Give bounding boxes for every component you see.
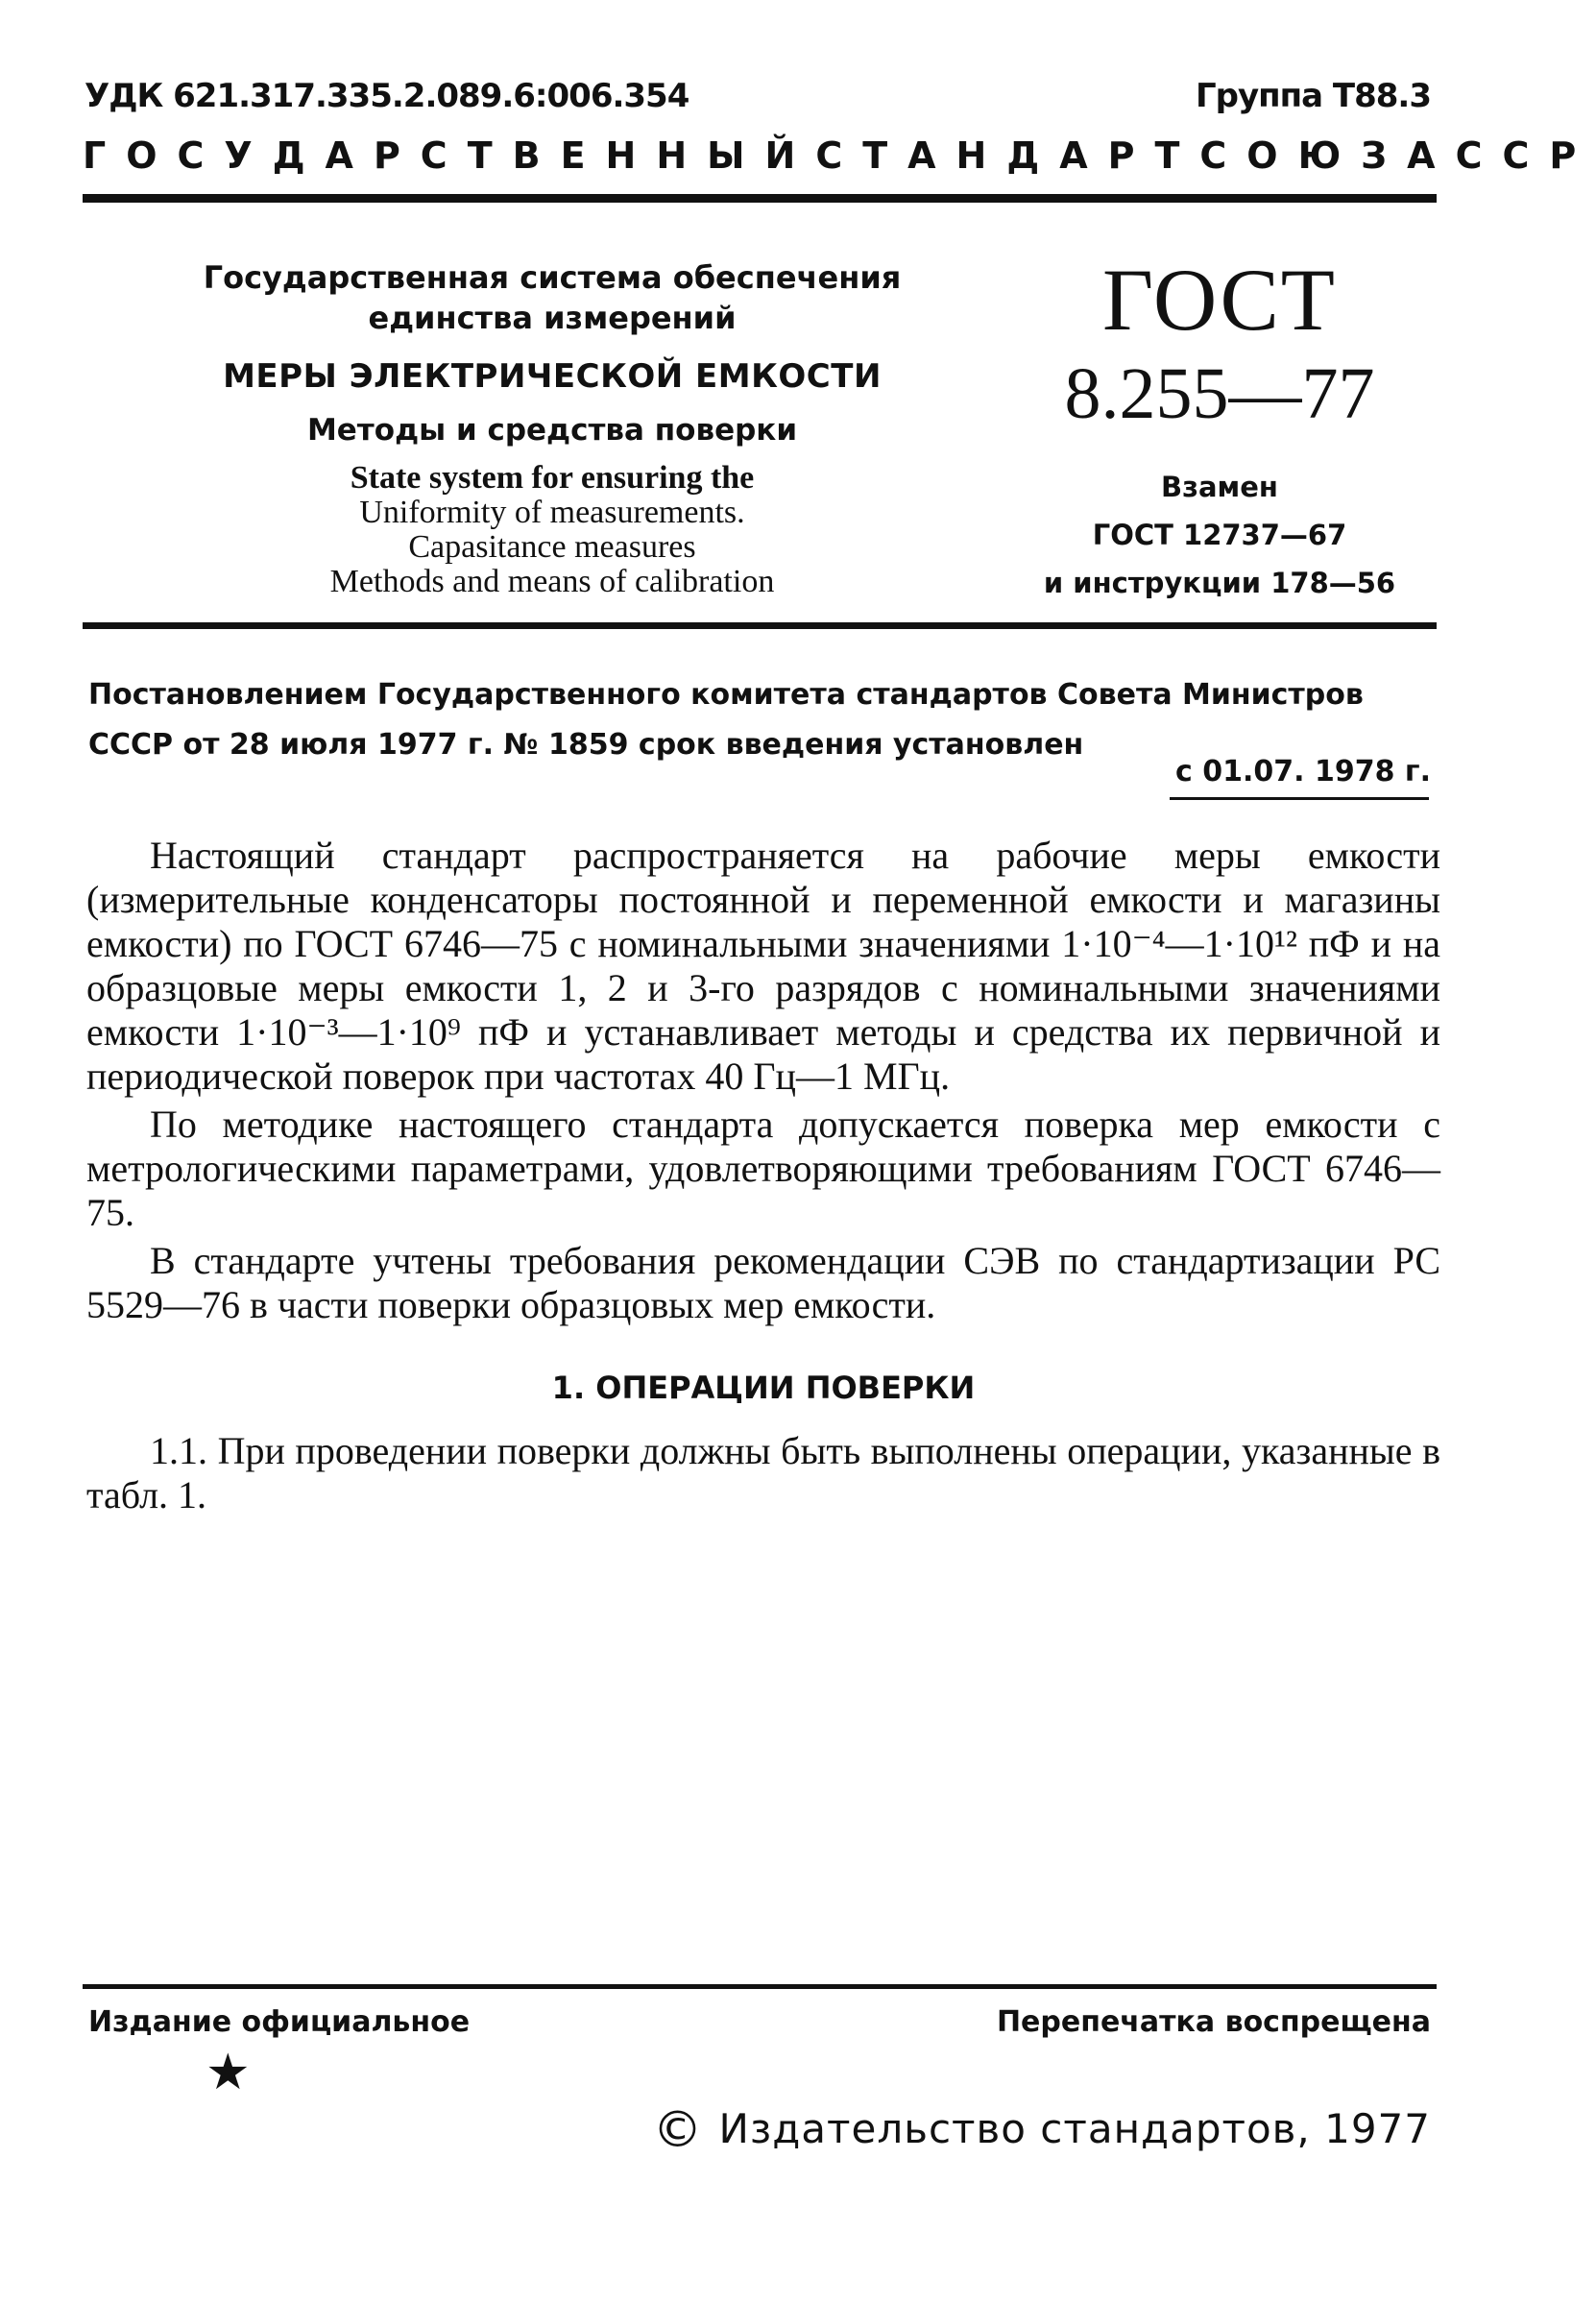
- section-1-title: 1. ОПЕРАЦИИ ПОВЕРКИ: [551, 1370, 976, 1406]
- decree-text: Постановлением Государственного комитета стандартов Совета Министров СССР от 28 июля 1977 г. № 1859 срок введения установлен: [88, 678, 1364, 762]
- title-block-right: [999, 252, 1440, 607]
- top-divider: [83, 194, 1437, 203]
- replaces-block: [999, 463, 1440, 607]
- replaces-gost: ГОСТ 12737—67: [1092, 519, 1347, 551]
- heading-word-3: СОЮЗА: [1199, 134, 1456, 177]
- english-line-4: Methods and means of calibration: [329, 564, 775, 599]
- group-code: Группа Т88.3: [1195, 77, 1431, 115]
- copyright-icon: ©: [652, 2101, 704, 2159]
- udk-code: УДК 621.317.335.2.089.6:006.354: [85, 77, 689, 115]
- effective-date-underline: [1170, 797, 1429, 800]
- gost-label: ГОСТ: [1101, 251, 1338, 349]
- title-divider: [83, 622, 1437, 629]
- publisher-line: [653, 2101, 1431, 2159]
- system-title: Государственная система обеспечения единства измерений: [203, 259, 902, 336]
- english-line-1: State system for ensuring the: [350, 460, 755, 496]
- paragraph-method: По методике настоящего стандарта допускается поверка мер емкости с метрологическими параметрами, удовлетворяющими требованиям ГОСТ 6746—75.: [86, 1103, 1440, 1234]
- english-line-3: Capasitance measures: [408, 529, 696, 565]
- gost-number: 8.255—77: [1064, 353, 1375, 434]
- star-icon: ★: [206, 2044, 251, 2101]
- heading-word-4: ССР: [1455, 134, 1596, 177]
- replaces-label: Взамен: [1161, 471, 1278, 503]
- paragraph-sev: В стандарте учтены требования рекомендации СЭВ по стандартизации РС 5529—76 в части поверки образцовых мер емкости.: [86, 1239, 1440, 1326]
- paragraph-scope: Настоящий стандарт распространяется на рабочие меры емкости (измерительные конденсаторы постоянной и переменной емкости и магазины емкости) по ГОСТ 6746—75 с номинальными значениями 1·10⁻⁴—1·10¹² пФ и на образцовые меры емкости 1, 2 и 3-го разрядов с номинальными значениями емкости 1·10⁻³—1·10⁹ пФ и устанавливает методы и средства их первичной и периодической поверок при частотах 40 Гц—1 МГц.: [86, 834, 1440, 1098]
- subtitle: Методы и средства поверки: [306, 413, 798, 448]
- footer-divider: [83, 1984, 1437, 1989]
- title-block-left: [125, 257, 979, 599]
- official-edition: Издание официальное: [88, 2005, 471, 2039]
- main-title: МЕРЫ ЭЛЕКТРИЧЕСКОЙ ЕМКОСТИ: [223, 357, 882, 396]
- effective-date: с 01.07. 1978 г.: [1175, 755, 1431, 788]
- english-title: [125, 461, 979, 599]
- english-line-2: Uniformity of measurements.: [359, 495, 745, 530]
- heading-word-2: СТАНДАРТ: [815, 134, 1200, 177]
- replaces-instruction: и инструкции 178—56: [1043, 567, 1396, 599]
- publisher-name: Издательство стандартов, 1977: [718, 2105, 1431, 2152]
- heading-word-1: ГОСУДАРСТВЕННЫЙ: [83, 134, 816, 177]
- paragraph-1-1: 1.1. При проведении поверки должны быть выполнены операции, указанные в табл. 1.: [86, 1429, 1440, 1516]
- reprint-prohibited: Перепечатка воспрещена: [996, 2005, 1431, 2039]
- state-standard-heading: [83, 134, 1596, 177]
- body-text: [86, 834, 1440, 1521]
